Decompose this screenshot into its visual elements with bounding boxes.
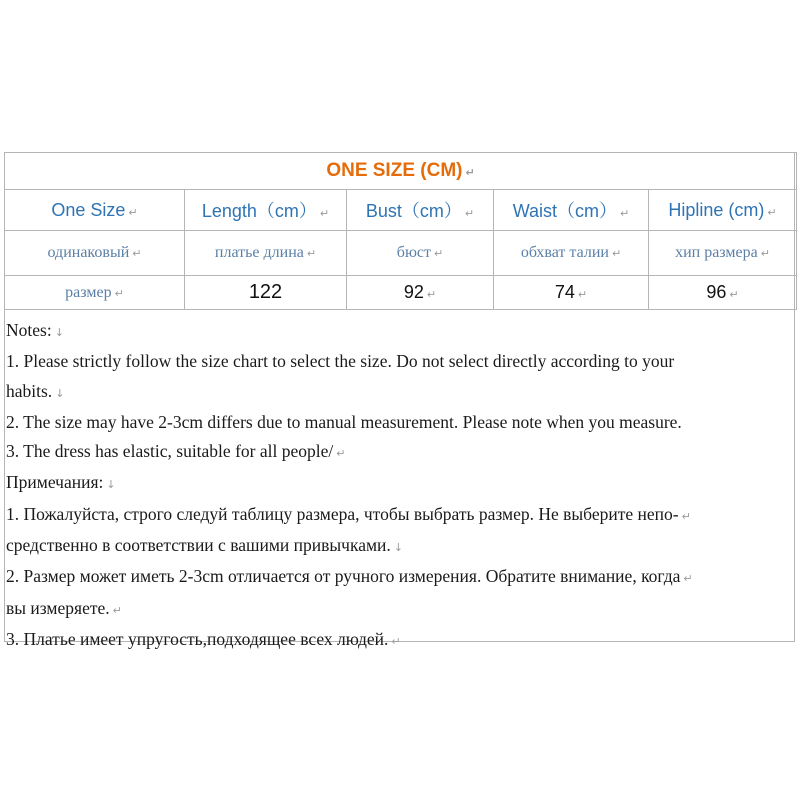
return-mark-icon: ↵ xyxy=(391,634,401,648)
header-waist: Waist（cm） ↵ xyxy=(494,190,649,231)
note-en-3: 3. The dress has elastic, suitable for all people/ ↵ xyxy=(6,441,346,462)
header-bust: Bust（cm） ↵ xyxy=(347,190,494,231)
ru-header-waist: обхват талии ↵ xyxy=(494,231,649,276)
note-en-1-line-2: habits. ↓ xyxy=(6,380,65,401)
line-break-icon: ↓ xyxy=(106,478,116,492)
notes-section xyxy=(6,316,791,656)
value-hipline: 96 ↵ xyxy=(649,276,797,310)
notes-heading-ru: Примечания: ↓ xyxy=(6,472,116,493)
return-mark-icon: ↵ xyxy=(760,247,770,260)
return-mark-icon: ↵ xyxy=(729,288,739,301)
return-mark-icon: ↵ xyxy=(336,447,346,461)
return-mark-icon: ↵ xyxy=(433,247,444,260)
return-mark-icon: ↵ xyxy=(465,166,475,179)
return-mark-icon: ↵ xyxy=(426,288,437,301)
note-en-1-line-1: 1. Please strictly follow the size chart to select the size. Do not select directly according to your xyxy=(6,351,675,372)
return-mark-icon: ↵ xyxy=(464,207,475,220)
return-mark-icon: ↵ xyxy=(112,603,122,617)
line-break-icon: ↓ xyxy=(54,326,64,339)
return-mark-icon: ↵ xyxy=(611,247,622,260)
size-table xyxy=(4,152,797,310)
return-mark-icon: ↵ xyxy=(620,207,630,220)
ru-header-bust: бюст ↵ xyxy=(347,231,494,276)
note-ru-2-line-1: 2. Размер может иметь 2-3cm отличается от ручного измерения. Обратите внимание, когда ↵ xyxy=(6,566,693,587)
values-row xyxy=(5,276,797,310)
table-title-cell xyxy=(5,153,797,190)
return-mark-icon: ↵ xyxy=(681,509,691,523)
notes-heading-en: Notes: ↓ xyxy=(6,320,64,340)
ru-header-hipline: хип размера ↵ xyxy=(649,231,797,276)
value-bust: 92 ↵ xyxy=(347,276,494,310)
line-break-icon: ↓ xyxy=(55,386,65,400)
russian-header-row xyxy=(5,231,797,276)
return-mark-icon: ↵ xyxy=(128,205,138,219)
value-size-label: размер ↵ xyxy=(5,276,185,310)
note-ru-1-line-1: 1. Пожалуйста, строго следуй таблицу размера, чтобы выбрать размер. Не выберите непо- ↵ xyxy=(6,503,691,524)
return-mark-icon: ↵ xyxy=(114,286,124,300)
header-one-size: One Size ↵ xyxy=(5,190,185,231)
note-ru-3: 3. Платье имеет упругость,подходящее всех людей. ↵ xyxy=(6,628,401,649)
value-length: 122 xyxy=(185,276,347,310)
note-en-2: 2. The size may have 2-3cm differs due to manual measurement. Please note when you measure. xyxy=(6,411,682,432)
line-break-icon: ↓ xyxy=(393,541,403,555)
return-mark-icon: ↵ xyxy=(767,205,777,219)
header-length: Length（cm） ↵ xyxy=(185,190,347,231)
title-row xyxy=(5,153,797,190)
return-mark-icon: ↵ xyxy=(319,207,330,220)
header-row xyxy=(5,190,797,231)
note-ru-1-line-2: средственно в соответствии с вашими привычками. ↓ xyxy=(6,535,403,556)
ru-header-length: платье длина ↵ xyxy=(185,231,347,276)
return-mark-icon: ↵ xyxy=(132,247,142,260)
return-mark-icon: ↵ xyxy=(577,288,588,301)
value-waist: 74 ↵ xyxy=(494,276,649,310)
note-ru-2-line-2: вы измеряете. ↵ xyxy=(6,597,122,618)
return-mark-icon: ↵ xyxy=(306,247,317,260)
return-mark-icon: ↵ xyxy=(683,572,693,586)
ru-header-one-size: одинаковый ↵ xyxy=(5,231,185,276)
table-title: ONE SIZE (CM) xyxy=(326,160,463,181)
header-hipline: Hipline (cm) ↵ xyxy=(649,190,797,231)
